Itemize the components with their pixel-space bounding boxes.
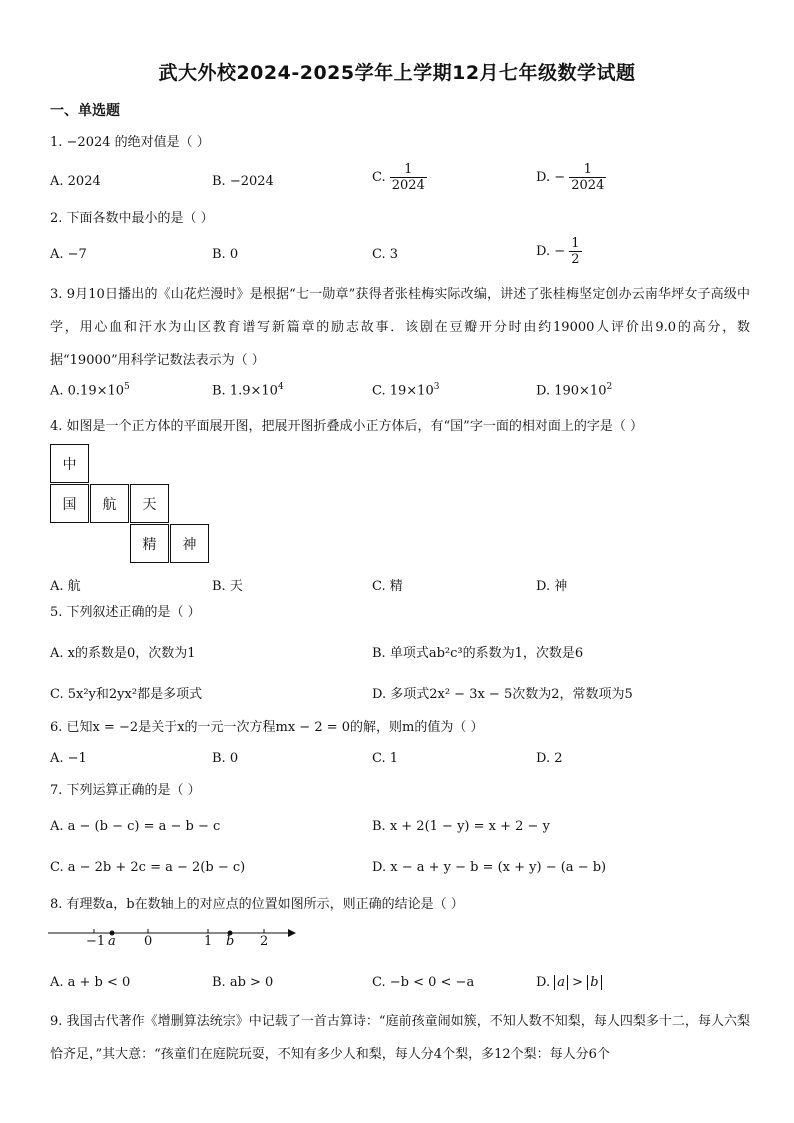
question-6: 6. 已知x = −2是关于x的一元一次方程mx − 2 = 0的解，则m的值为（ ） — [50, 720, 484, 735]
fraction-numerator: 1 — [404, 162, 413, 177]
fraction-denominator: 2024 — [391, 178, 425, 193]
q3-option-b-exponent: 4 — [277, 382, 284, 392]
q2-option-d-fraction — [569, 236, 581, 267]
q2-option-c: C. 3 — [372, 247, 399, 262]
q1-option-d — [536, 162, 606, 193]
q2-option-d — [536, 236, 582, 267]
net-cell: 航 — [90, 484, 129, 523]
fraction-numerator: 1 — [571, 236, 580, 251]
q7-option-c: C. a − 2b + 2c = a − 2(b − c) — [50, 860, 246, 875]
q3-option-d-base: D. 190×10 — [536, 383, 607, 399]
q1-option-d-fraction — [569, 162, 606, 193]
q5-option-c: C. 5x²y和2yx²都是多项式 — [50, 687, 203, 702]
q7-option-b: B. x + 2(1 − y) = x + 2 − y — [372, 819, 550, 834]
q1-option-b: B. −2024 — [212, 174, 274, 189]
q7-option-d: D. x − a + y − b = (x + y) − (a − b) — [372, 860, 607, 875]
question-2: 2. 下面各数中最小的是（ ） — [50, 211, 214, 226]
q3-option-a — [50, 382, 130, 398]
q3-option-a-exponent: 5 — [124, 382, 130, 392]
axis-label: a — [108, 934, 116, 949]
question-7: 7. 下列运算正确的是（ ） — [50, 783, 201, 798]
abs-value-b: b — [587, 975, 601, 990]
q3-option-b-base: B. 1.9×10 — [212, 383, 278, 399]
q8-option-d — [536, 975, 602, 990]
q8-option-d-label: D. — [536, 975, 551, 990]
axis-label: 1 — [204, 934, 213, 949]
q3-option-d-exponent: 2 — [606, 382, 613, 392]
question-9: 9. 我国古代著作《增删算法统宗》中记载了一首古算诗：“庭前孩童闹如簇，不知人数不知梨，每人四梨多十二，每人六梨恰齐足，”其大意：“孩童们在庭院玩耍，不知有多少人和梨，每人分4个梨，多12个梨：每人分6个 — [50, 1014, 750, 1062]
q3-option-a-base: A. 0.19×10 — [50, 383, 125, 399]
q3-option-c-base: C. 19×10 — [372, 383, 434, 399]
q8-option-b: B. ab > 0 — [212, 975, 274, 990]
net-cell: 神 — [170, 524, 209, 563]
q4-option-c: C. 精 — [372, 579, 403, 594]
question-5: 5. 下列叙述正确的是（ ） — [50, 605, 201, 620]
fraction-numerator: 1 — [583, 162, 592, 177]
q4-option-d: D. 神 — [536, 579, 568, 594]
net-cell: 精 — [130, 524, 169, 563]
section-heading: 一、单选题 — [50, 103, 120, 119]
q1-option-c-label: C. — [372, 170, 386, 185]
q5-option-a: A. x的系数是0，次数为1 — [50, 646, 196, 661]
net-cell: 天 — [130, 484, 169, 523]
fraction-denominator: 2024 — [571, 178, 605, 193]
q7-option-a: A. a − (b − c) = a − b − c — [50, 819, 221, 834]
question-4: 4. 如图是一个正方体的平面展开图，把展开图折叠成小正方体后，有“国”字一面的相对面上的字是（ ） — [50, 419, 643, 434]
q3-option-b — [212, 382, 284, 398]
q1-option-c-fraction — [390, 162, 427, 193]
question-3: 3. 9月10日播出的《山花烂漫时》是根据“七一勋章”获得者张桂梅实际改编，讲述了张桂梅坚定创办云南华坪女子高级中学，用心血和汗水为山区教育谱写新篇章的励志故事．该剧在豆瓣开分时由约19000人评价出9.0的高分，数据“19000”用科学记数法表示为（ ） — [50, 287, 750, 368]
q4-option-b: B. 天 — [212, 579, 243, 594]
question-8: 8. 有理数a，b在数轴上的对应点的位置如图所示，则正确的结论是（ ） — [50, 897, 464, 912]
q8-option-c: C. −b < 0 < −a — [372, 975, 475, 990]
axis-arrow — [288, 929, 296, 937]
q1-option-d-label: D. − — [536, 170, 566, 185]
q6-option-d: D. 2 — [536, 751, 563, 766]
axis-label: −1 — [86, 934, 106, 949]
axis-label: b — [226, 934, 235, 949]
axis-label: 2 — [260, 934, 269, 949]
q6-option-c: C. 1 — [372, 751, 399, 766]
axis-label: 0 — [144, 934, 153, 949]
net-cell: 国 — [50, 484, 89, 523]
q3-option-c-exponent: 3 — [433, 382, 440, 392]
q5-option-d: D. 多项式2x² − 3x − 5次数为2，常数项为5 — [372, 687, 633, 702]
comparison-operator: > — [572, 975, 584, 990]
fraction-denominator: 2 — [571, 252, 580, 267]
q8-option-a: A. a + b < 0 — [50, 975, 131, 990]
question-1: 1. −2024 的绝对值是（ ） — [50, 135, 210, 150]
q2-option-b: B. 0 — [212, 247, 239, 262]
q3-option-d — [536, 382, 612, 398]
q1-option-a: A. 2024 — [50, 174, 101, 189]
q3-option-c — [372, 382, 439, 398]
page-title: 武大外校2024-2025学年上学期12月七年级数学试题 — [158, 62, 636, 84]
q4-option-a: A. 航 — [50, 579, 81, 594]
q5-option-b: B. 单项式ab²c³的系数为1，次数是6 — [372, 646, 584, 661]
net-cell: 中 — [50, 444, 89, 483]
abs-value-a: a — [554, 975, 568, 990]
q2-option-a: A. −7 — [50, 247, 87, 262]
q1-option-c — [372, 162, 427, 193]
q6-option-a: A. −1 — [50, 751, 87, 766]
q6-option-b: B. 0 — [212, 751, 239, 766]
q2-option-d-label: D. − — [536, 244, 566, 259]
